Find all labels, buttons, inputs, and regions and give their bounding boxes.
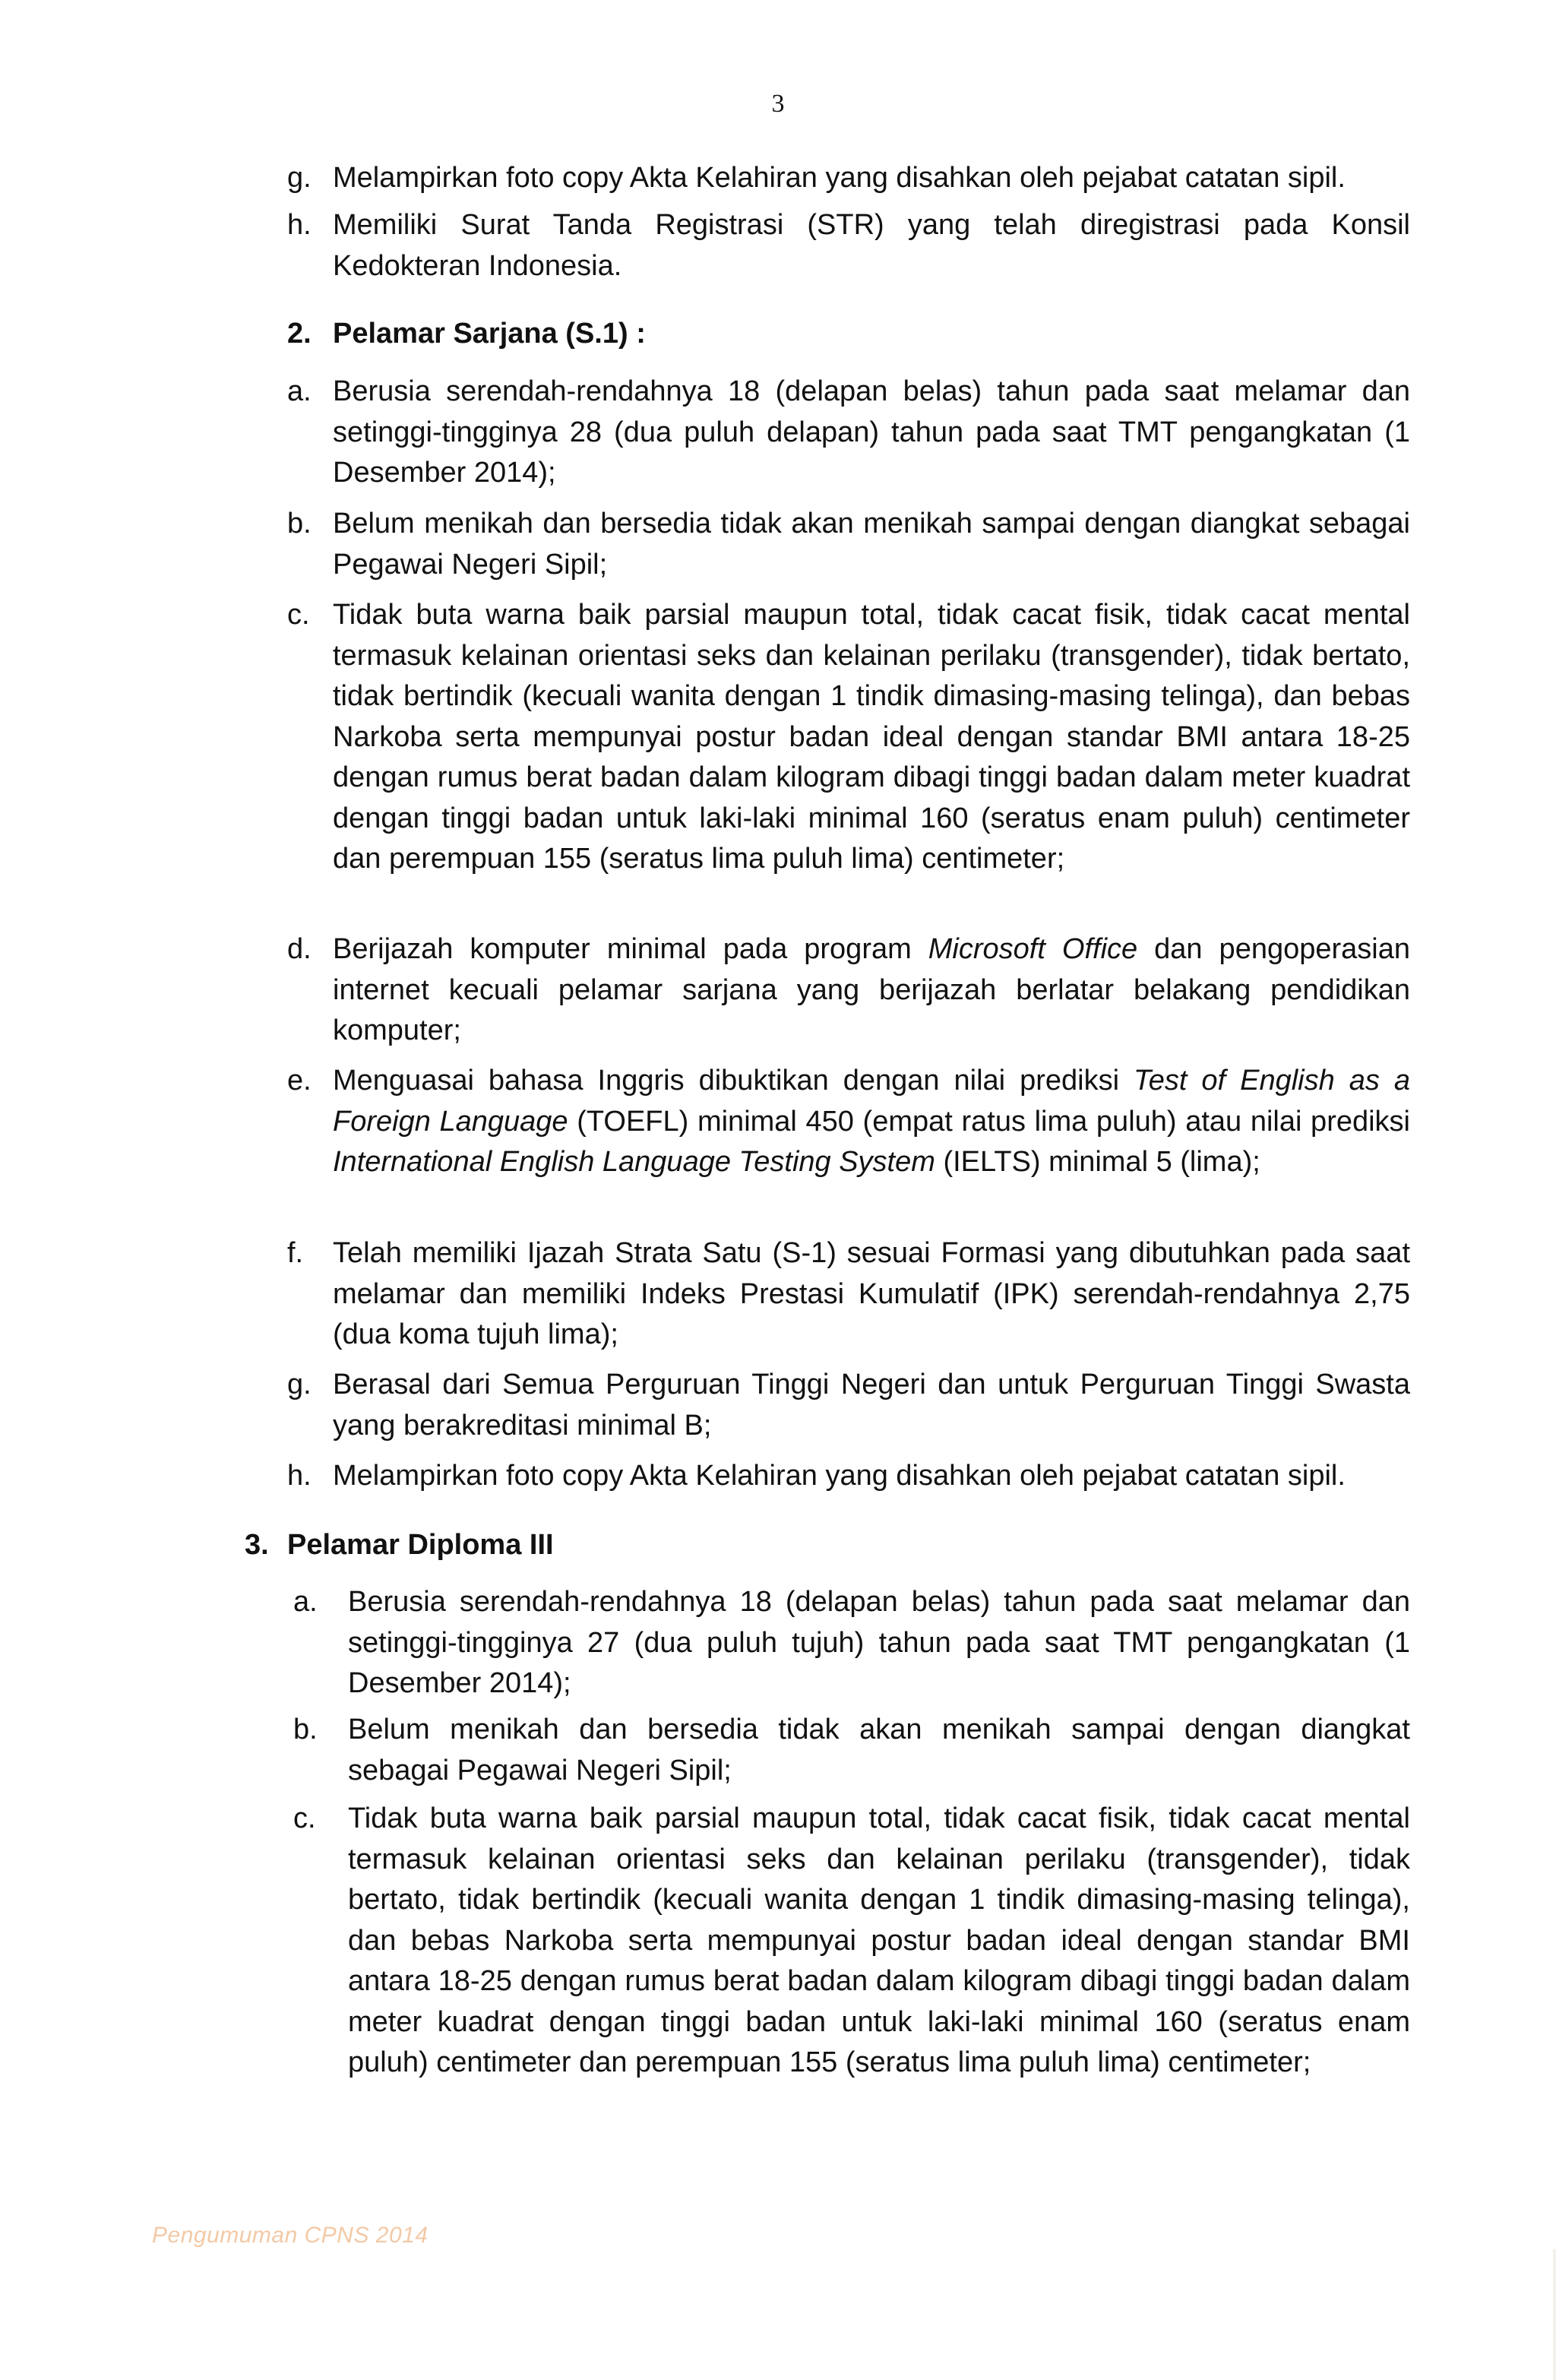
- section-number: 2.: [287, 318, 312, 350]
- list-item: [287, 205, 1410, 286]
- item-text: Berusia serendah-rendahnya 18 (delapan belas) tahun pada saat melamar dan setinggi-tingginya 27 (dua puluh tujuh) tahun pada saat TMT pengangkatan (1 Desember 2014);: [348, 1586, 1410, 1699]
- section-heading-sarjana: [287, 314, 646, 354]
- item-text: Belum menikah dan bersedia tidak akan menikah sampai dengan diangkat sebagai Pegawai Negeri Sipil;: [348, 1714, 1410, 1787]
- item-text: [333, 1061, 1410, 1183]
- item-text: Belum menikah dan bersedia tidak akan menikah sampai dengan diangkat sebagai Pegawai Negeri Sipil;: [333, 508, 1410, 581]
- item-text: Berasal dari Semua Perguruan Tinggi Negeri dan untuk Perguruan Tinggi Swasta yang berakreditasi minimal B;: [333, 1369, 1410, 1442]
- item-text: Tidak buta warna baik parsial maupun total, tidak cacat fisik, tidak cacat mental termasuk kelainan orientasi seks dan kelainan perilaku (transgender), tidak bertato, tidak bertindik (kecuali wanita dengan 1 tindik dimasing-masing telinga), dan bebas Narkoba serta mempunyai postur badan ideal dengan standar BMI antara 18-25 dengan rumus berat badan dalam kilogram dibagi tinggi badan dalam meter kuadrat dengan tinggi badan untuk laki-laki minimal 160 (seratus enam puluh) centimeter dan perempuan 155 (seratus lima puluh lima) centimeter;: [333, 599, 1410, 875]
- item-text: Memiliki Surat Tanda Registrasi (STR) yang telah diregistrasi pada Konsil Kedokteran Indonesia.: [333, 209, 1410, 282]
- item-text: Berusia serendah-rendahnya 18 (delapan belas) tahun pada saat melamar dan setinggi-tingginya 28 (dua puluh delapan) tahun pada saat TMT pengangkatan (1 Desember 2014);: [333, 375, 1410, 489]
- item-label: a.: [293, 1586, 318, 1618]
- section-number: 3.: [245, 1529, 269, 1561]
- list-item: [287, 158, 1410, 199]
- item-label: b.: [293, 1714, 318, 1745]
- list-item: [293, 1710, 1410, 1791]
- list-item: [287, 1233, 1410, 1356]
- list-item: [287, 372, 1410, 494]
- item-text: Tidak buta warna baik parsial maupun total, tidak cacat fisik, tidak cacat mental termasuk kelainan orientasi seks dan kelainan perilaku (transgender), tidak bertato, tidak bertindik (kecuali wanita dengan 1 tindik dimasing-masing telinga), dan bebas Narkoba serta mempunyai postur badan ideal dengan standar BMI antara 18-25 dengan rumus berat badan dalam kilogram dibagi tinggi badan dalam meter kuadrat dengan tinggi badan untuk laki-laki minimal 160 (seratus enam puluh) centimeter dan perempuan 155 (seratus lima puluh lima) centimeter;: [348, 1802, 1410, 2078]
- item-text: Melampirkan foto copy Akta Kelahiran yang disahkan oleh pejabat catatan sipil.: [333, 1460, 1346, 1492]
- list-item: [287, 1061, 1410, 1183]
- section-title: Pelamar Sarjana (S.1) :: [333, 318, 646, 350]
- text-run: Menguasai bahasa Inggris dibuktikan dengan nilai prediksi: [333, 1065, 1134, 1097]
- text-run: dan pengoperasian internet kecuali pelamar sarjana yang berijazah berlatar belakang pendidikan komputer;: [333, 933, 1410, 1046]
- item-label: a.: [287, 375, 312, 407]
- list-item: [287, 595, 1410, 880]
- item-label: h.: [287, 209, 312, 241]
- page-number: 3: [771, 90, 785, 118]
- item-label: h.: [287, 1460, 312, 1492]
- list-item: [287, 929, 1410, 1052]
- list-item: [287, 504, 1410, 585]
- item-label: d.: [287, 933, 312, 965]
- item-label: e.: [287, 1065, 312, 1097]
- text-run: (TOEFL) minimal 450 (empat ratus lima puluh) atau nilai prediksi: [568, 1105, 1410, 1138]
- item-label: f.: [287, 1237, 304, 1269]
- item-label: g.: [287, 1369, 312, 1400]
- text-run-italic: International English Language Testing System: [333, 1146, 935, 1178]
- list-item: [293, 1799, 1410, 2084]
- item-text: Melampirkan foto copy Akta Kelahiran yang disahkan oleh pejabat catatan sipil.: [333, 162, 1346, 194]
- margin-rule: [1553, 2249, 1556, 2380]
- list-item: [287, 1365, 1410, 1446]
- text-run-italic: Test of English as a Foreign Language: [333, 1065, 1410, 1138]
- item-text: Telah memiliki Ijazah Strata Satu (S-1) sesuai Formasi yang dibutuhkan pada saat melamar dan memiliki Indeks Prestasi Kumulatif (IPK) serendah-rendahnya 2,75 (dua koma tujuh lima);: [333, 1237, 1410, 1350]
- footer-watermark: Pengumuman CPNS 2014: [152, 2223, 429, 2248]
- item-text: [333, 929, 1410, 1052]
- list-item: [293, 1582, 1410, 1704]
- item-label: g.: [287, 162, 312, 194]
- text-run: (IELTS) minimal 5 (lima);: [935, 1146, 1260, 1178]
- text-run: Berijazah komputer minimal pada program: [333, 933, 928, 965]
- text-run-italic: Microsoft Office: [928, 933, 1138, 965]
- section-heading-diploma: [245, 1525, 554, 1565]
- item-label: b.: [287, 508, 312, 540]
- section-title: Pelamar Diploma III: [287, 1529, 554, 1561]
- list-item: [287, 1456, 1410, 1497]
- item-label: c.: [293, 1802, 316, 1834]
- item-label: c.: [287, 599, 310, 631]
